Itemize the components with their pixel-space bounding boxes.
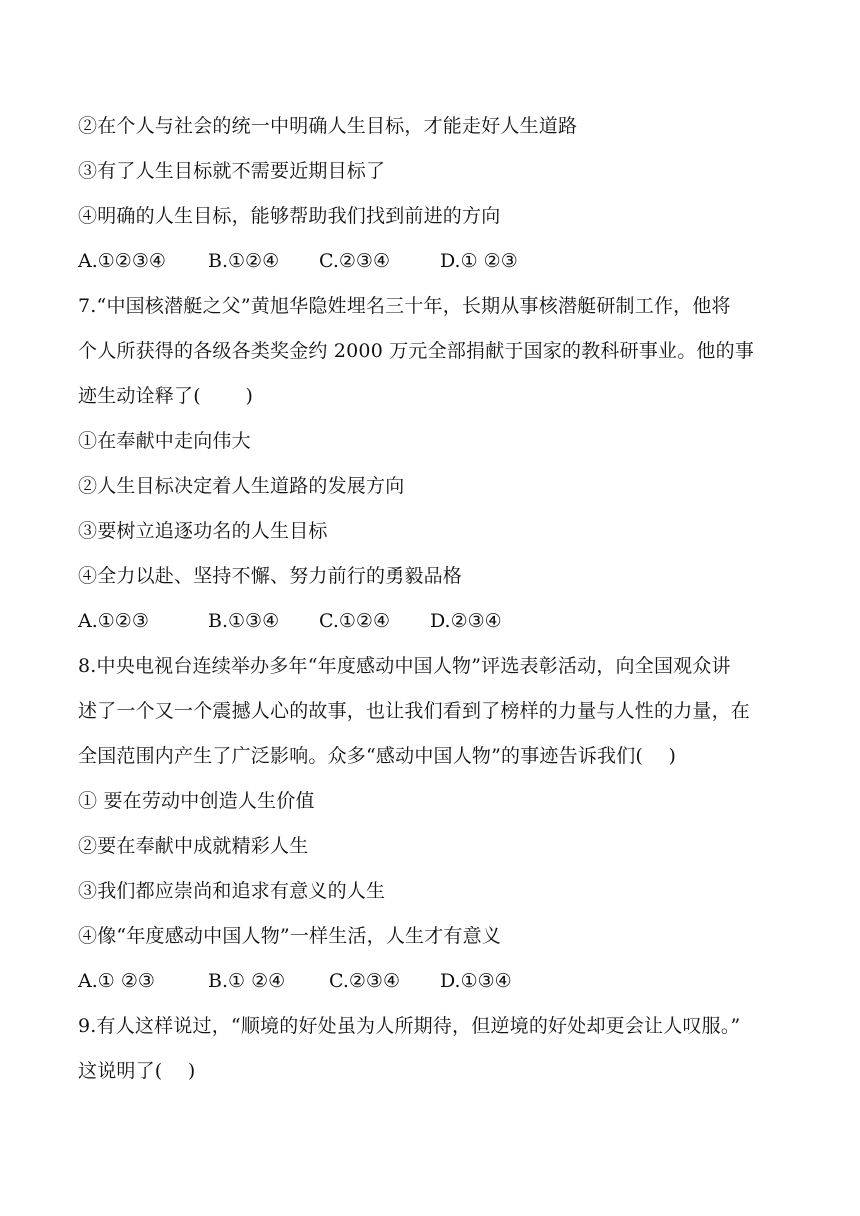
q9-stem-line-1: 9.有人这样说过，“顺境的好处虽为人所期待，但逆境的好处却更会让人叹服。” [78,1015,741,1037]
q6-option-d: D.① ②③ [440,250,518,272]
q7-stem-line-3: 迹生动诠释了( ) [78,385,254,407]
q8-item-1: ① 要在劳动中创造人生价值 [78,790,315,812]
q6-item-3: ③有了人生目标就不需要近期目标了 [78,160,386,182]
q8-option-d: D.①③④ [440,970,512,992]
q8-item-4: ④像“年度感动中国人物”一样生活，人生才有意义 [78,925,502,947]
q8-option-c: C.②③④ [329,970,400,992]
q7-option-d: D.②③④ [430,610,502,632]
q7-item-3: ③要树立追逐功名的人生目标 [78,520,328,542]
q6-item-4: ④明确的人生目标，能够帮助我们找到前进的方向 [78,205,501,227]
q7-item-1: ①在奉献中走向伟大 [78,430,251,452]
q9-stem-line-2: 这说明了( ) [78,1060,196,1082]
q8-option-b: B.① ②④ [208,970,286,992]
q7-option-a: A.①②③ [78,610,149,632]
q8-stem-line-2: 述了一个又一个震撼人心的故事，也让我们看到了榜样的力量与人性的力量，在 [78,700,751,722]
q7-stem-line-2: 个人所获得的各级各类奖金约 2000 万元全部捐献于国家的教科研事业。他的事 [78,340,755,362]
q7-item-2: ②人生目标决定着人生道路的发展方向 [78,475,405,497]
q8-stem-line-1: 8.中央电视台连续举办多年“年度感动中国人物”评选表彰活动，向全国观众讲 [78,655,731,677]
q8-stem-line-3: 全国范围内产生了广泛影响。众多“感动中国人物”的事迹告诉我们( ) [78,745,677,767]
q7-option-b: B.①③④ [208,610,280,632]
q8-option-a: A.① ②③ [78,970,155,992]
q8-item-3: ③我们都应崇尚和追求有意义的人生 [78,880,386,902]
q6-option-b: B.①②④ [208,250,280,272]
q6-option-c: C.②③④ [319,250,390,272]
q7-item-4: ④全力以赴、坚持不懈、努力前行的勇毅品格 [78,565,463,587]
q6-option-a: A.①②③④ [78,250,166,272]
q6-item-2: ②在个人与社会的统一中明确人生目标，才能走好人生道路 [78,115,578,137]
q7-stem-line-1: 7.“中国核潜艇之父”黄旭华隐姓埋名三十年，长期从事核潜艇研制工作，他将 [78,295,731,317]
q8-item-2: ②要在奉献中成就精彩人生 [78,835,309,857]
q7-option-c: C.①②④ [319,610,390,632]
